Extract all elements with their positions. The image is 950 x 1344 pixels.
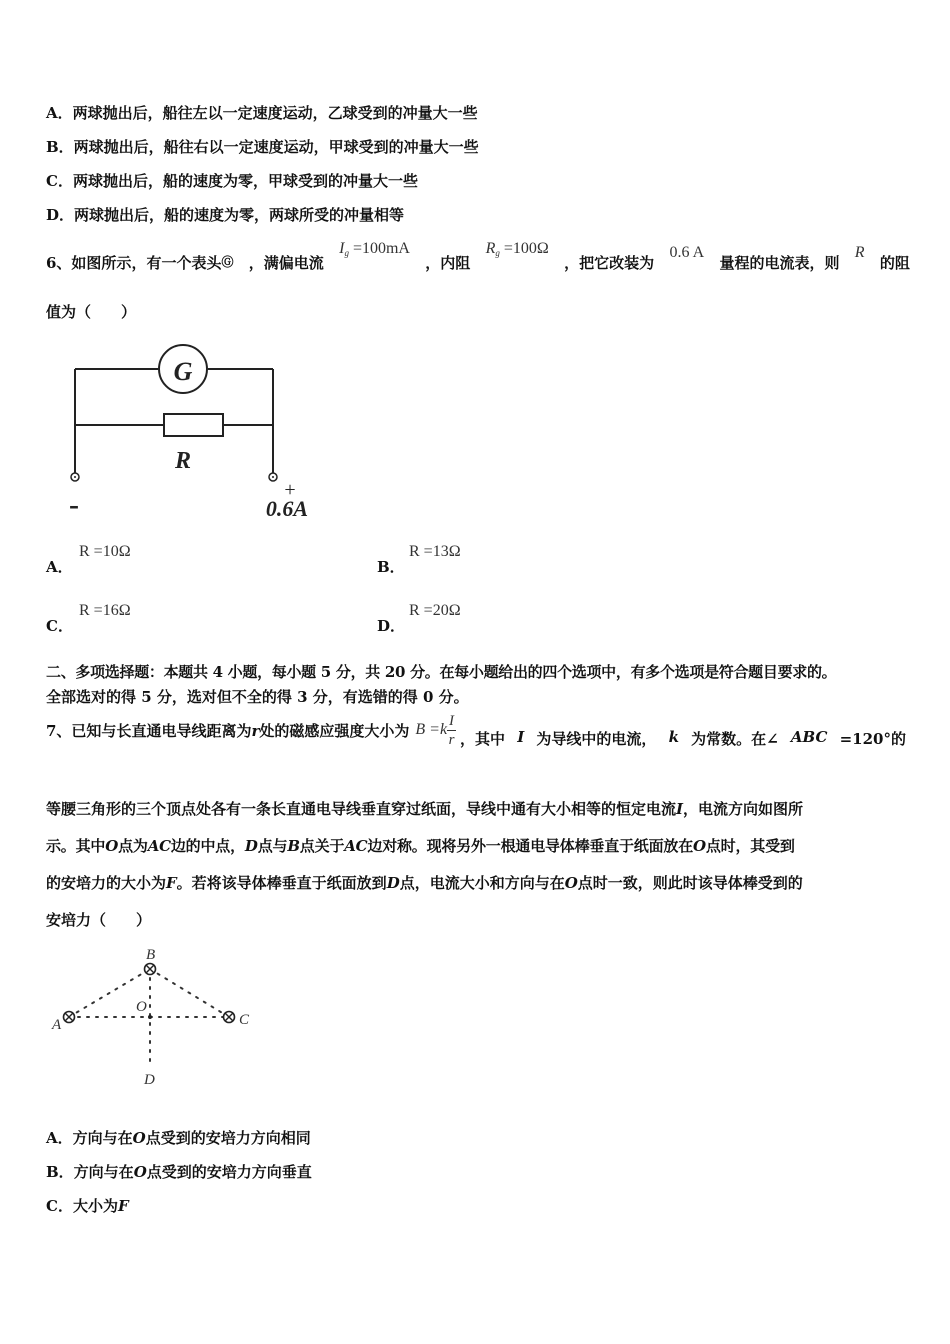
q5-option-b: B．两球抛出后，船往右以一定速度运动，甲球受到的冲量大一些 (46, 138, 479, 156)
plus-label: + (284, 479, 296, 501)
q6-text-part6: 的阻 (879, 254, 910, 272)
range-label: 0.6A (265, 496, 309, 521)
q5-option-a: A．两球抛出后，船往左以一定速度运动，乙球受到的冲量大一些 (46, 104, 478, 122)
q6-text-part5: 量程的电流表，则 (719, 254, 840, 272)
q6-text-part2: ，满偏电流 (248, 254, 324, 272)
minus-label: - (69, 488, 79, 521)
resistor-label: R (174, 448, 192, 474)
q7-option-a: A．方向与在O点受到的安培力方向相同 (46, 1129, 311, 1147)
q6-r-symbol: R (854, 244, 865, 261)
q6-stem-line2: 值为（ ） (46, 303, 137, 321)
q6-text-part3: ，内阻 (425, 254, 471, 272)
q6-option-b-formula: R =13Ω (409, 543, 461, 560)
q6-stem-line1 (46, 240, 910, 273)
wire-a-icon (64, 1012, 75, 1023)
q6-option-b-letter: B． (377, 558, 405, 576)
label-a: A (52, 1017, 62, 1033)
section2-line1: 二、多项选择题：本题共 4 小题，每小题 5 分，共 20 分。在每小题给出的四个选项中，有多个选项是符合题目要求的。 (46, 663, 837, 681)
q6-option-a-letter: A． (46, 558, 73, 576)
label-c: C (239, 1012, 250, 1028)
q6-option-d-letter: D． (377, 617, 406, 635)
label-b: B (146, 947, 156, 963)
q7-triangle-figure (40, 938, 270, 1093)
wire-c-icon (224, 1012, 235, 1023)
q6-option-d-formula: R =20Ω (409, 602, 461, 619)
q7-formula: B =k $\frac{I}{r}$ (415, 713, 455, 748)
resistor-icon (164, 414, 223, 436)
label-d: D (144, 1072, 155, 1088)
section2-line2: 全部选对的得 5 分，选对但不全的得 3 分，有选错的得 0 分。 (46, 688, 469, 706)
q7-option-b: B．方向与在O点受到的安培力方向垂直 (46, 1163, 312, 1181)
q7-stem-line4: 的安培力的大小为F。若将该导体棒垂直于纸面放到D点，电流大小和方向与在O点时一致，则此时该导体棒受到的 (46, 874, 803, 892)
q6-option-c-formula: R =16Ω (79, 602, 131, 619)
q6-option-c-letter: C． (46, 617, 73, 635)
gauge-symbol-icon: Ⓖ (221, 255, 234, 269)
q6-ig-formula: $I_g =100mA$ (339, 240, 410, 258)
q6-text-part1: 6、如图所示，有一个表头 (46, 254, 222, 272)
galvanometer-label: G (173, 357, 193, 386)
q7-stem-line3: 示。其中O点为AC边的中点，D点与B点关于AC边对称。现将另外一根通电导体棒垂直于纸面放在O点时，其受到 (46, 837, 795, 855)
wire-b-icon (145, 964, 156, 975)
q5-option-c: C．两球抛出后，船的速度为零，甲球受到的冲量大一些 (46, 172, 418, 190)
q7-option-c: C．大小为F (46, 1197, 129, 1215)
q7-stem-line1: 7、已知与长直通电导线距离为 r 处的磁感应强度大小为 B =k $\frac{I}{r}$ ，其中 I 为导线中的电流， k 为常数。在∠ ABC =120°的 (46, 713, 906, 748)
q6-circuit-figure (55, 338, 335, 528)
q7-stem-line5: 安培力（ ） (46, 911, 152, 929)
q6-text-part4: ，把它改装为 (564, 254, 655, 272)
q6-range: 0.6 A (669, 244, 705, 261)
q6-option-a-formula: R =10Ω (79, 543, 131, 560)
label-o: O (136, 999, 147, 1015)
q6-rg-formula: $R_g =100\Omega$ (485, 240, 549, 258)
q5-option-d: D．两球抛出后，船的速度为零，两球所受的冲量相等 (46, 206, 405, 224)
q7-stem-line2: 等腰三角形的三个顶点处各有一条长直通电导线垂直穿过纸面，导线中通有大小相等的恒定电流I，电流方向如图所 (46, 800, 804, 818)
